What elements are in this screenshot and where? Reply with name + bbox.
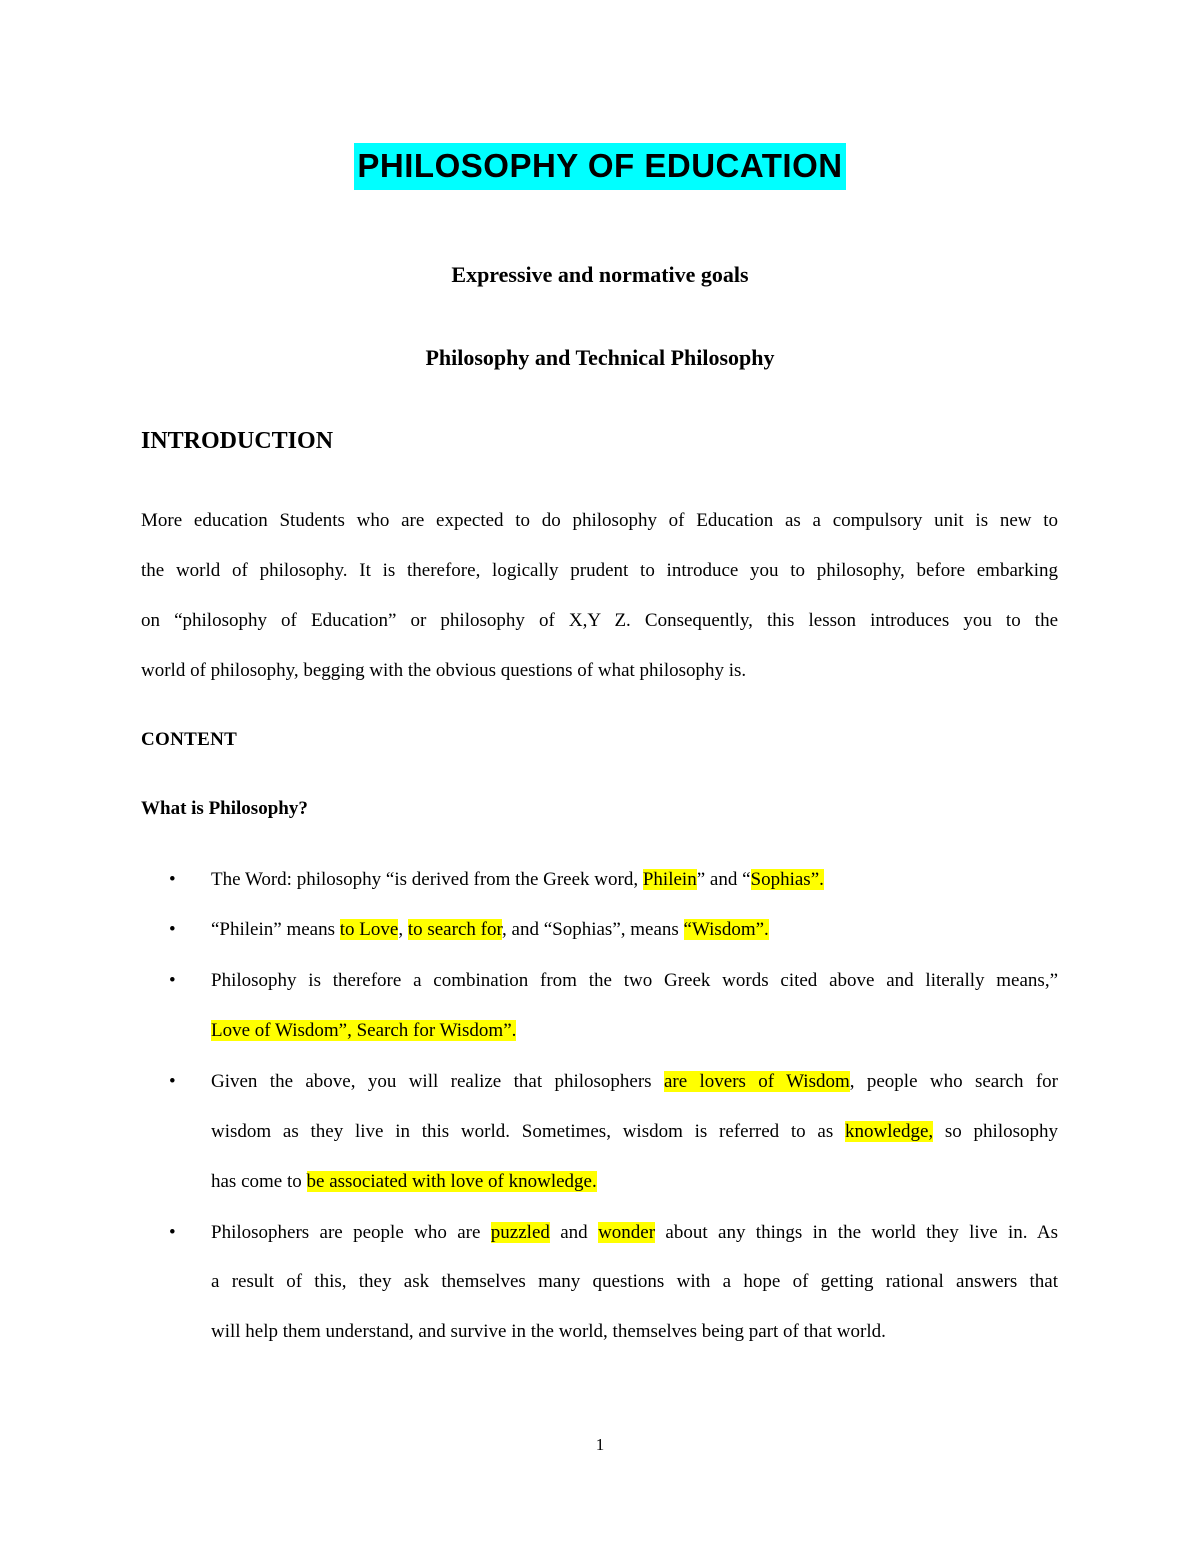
text-segment: , and “Sophias”, means (502, 919, 684, 940)
highlighted-text: “Wisdom”. (683, 919, 769, 940)
bullet-line (211, 1020, 1058, 1042)
text-segment: has come to (211, 1171, 307, 1192)
what-is-philosophy-heading: What is Philosophy? (141, 798, 308, 819)
highlighted-text: puzzled (490, 1222, 550, 1243)
bullet-line (211, 1071, 1058, 1093)
highlighted-text: knowledge, (845, 1121, 934, 1142)
bullet-line (211, 1171, 1058, 1193)
bullet-icon: • (169, 1222, 176, 1243)
highlighted-text: Love of Wisdom”, Search for Wisdom”. (211, 1020, 517, 1041)
text-segment: “Philein” means (211, 919, 340, 940)
bullet-line (211, 1222, 1058, 1244)
introduction-heading: INTRODUCTION (141, 428, 334, 454)
bullet-icon: • (169, 869, 176, 890)
text-segment: , people who search for (849, 1071, 1059, 1092)
subheading-technical-philosophy: Philosophy and Technical Philosophy (425, 345, 775, 370)
highlighted-text: to Love (339, 919, 399, 940)
text-segment: a result of this, they ask themselves many questions with a hope of getting rational answers that (211, 1271, 1058, 1292)
text-segment: will help them understand, and survive in the world, themselves being part of that world. (211, 1321, 886, 1342)
text-segment: , (398, 919, 408, 940)
subheading-expressive-goals: Expressive and normative goals (451, 262, 749, 287)
bullet-line (211, 1321, 1058, 1343)
text-segment: so philosophy (933, 1121, 1058, 1142)
intro-line: the world of philosophy. It is therefore, logically prudent to introduce you to philosophy, before embarking (141, 560, 1058, 581)
text-segment: and (549, 1222, 599, 1243)
text-segment: Given the above, you will realize that philosophers (211, 1071, 664, 1092)
text-segment: about any things in the world they live in. As (655, 1222, 1058, 1243)
bullet-line (211, 1121, 1058, 1143)
content-heading: CONTENT (141, 729, 238, 750)
highlighted-text: wonder (598, 1222, 656, 1243)
bullet-line (211, 970, 1058, 992)
text-segment: Philosophy is therefore a combination from the two Greek words cited above and literally means,” (211, 970, 1058, 991)
highlighted-text: be associated with love of knowledge. (306, 1171, 597, 1192)
highlighted-text: are lovers of Wisdom (663, 1071, 850, 1092)
bullet-line (211, 869, 1058, 891)
bullet-line (211, 1271, 1058, 1293)
bullet-icon: • (169, 919, 176, 940)
bullet-icon: • (169, 970, 176, 991)
intro-line: world of philosophy, begging with the obvious questions of what philosophy is. (141, 660, 747, 681)
highlighted-text: Philein (642, 869, 697, 890)
bullet-line (211, 919, 1058, 941)
bullet-icon: • (169, 1071, 176, 1092)
text-segment: wisdom as they live in this world. Sometimes, wisdom is referred to as (211, 1121, 846, 1142)
text-segment: Philosophers are people who are (211, 1222, 491, 1243)
intro-line: More education Students who are expected to do philosophy of Education as a compulsory unit is new to (141, 510, 1058, 531)
intro-line: on “philosophy of Education” or philosophy of X,Y Z. Consequently, this lesson introduces you to the (141, 610, 1058, 631)
text-segment: ” and “ (696, 869, 751, 890)
document-title (0, 142, 1200, 190)
text-segment: The Word: philosophy “is derived from the Greek word, (211, 869, 643, 890)
highlighted-text: to search for (407, 919, 503, 940)
document-title-text: PHILOSOPHY OF EDUCATION (354, 143, 845, 190)
highlighted-text: Sophias”. (750, 869, 824, 890)
page-number: 1 (595, 1435, 605, 1454)
